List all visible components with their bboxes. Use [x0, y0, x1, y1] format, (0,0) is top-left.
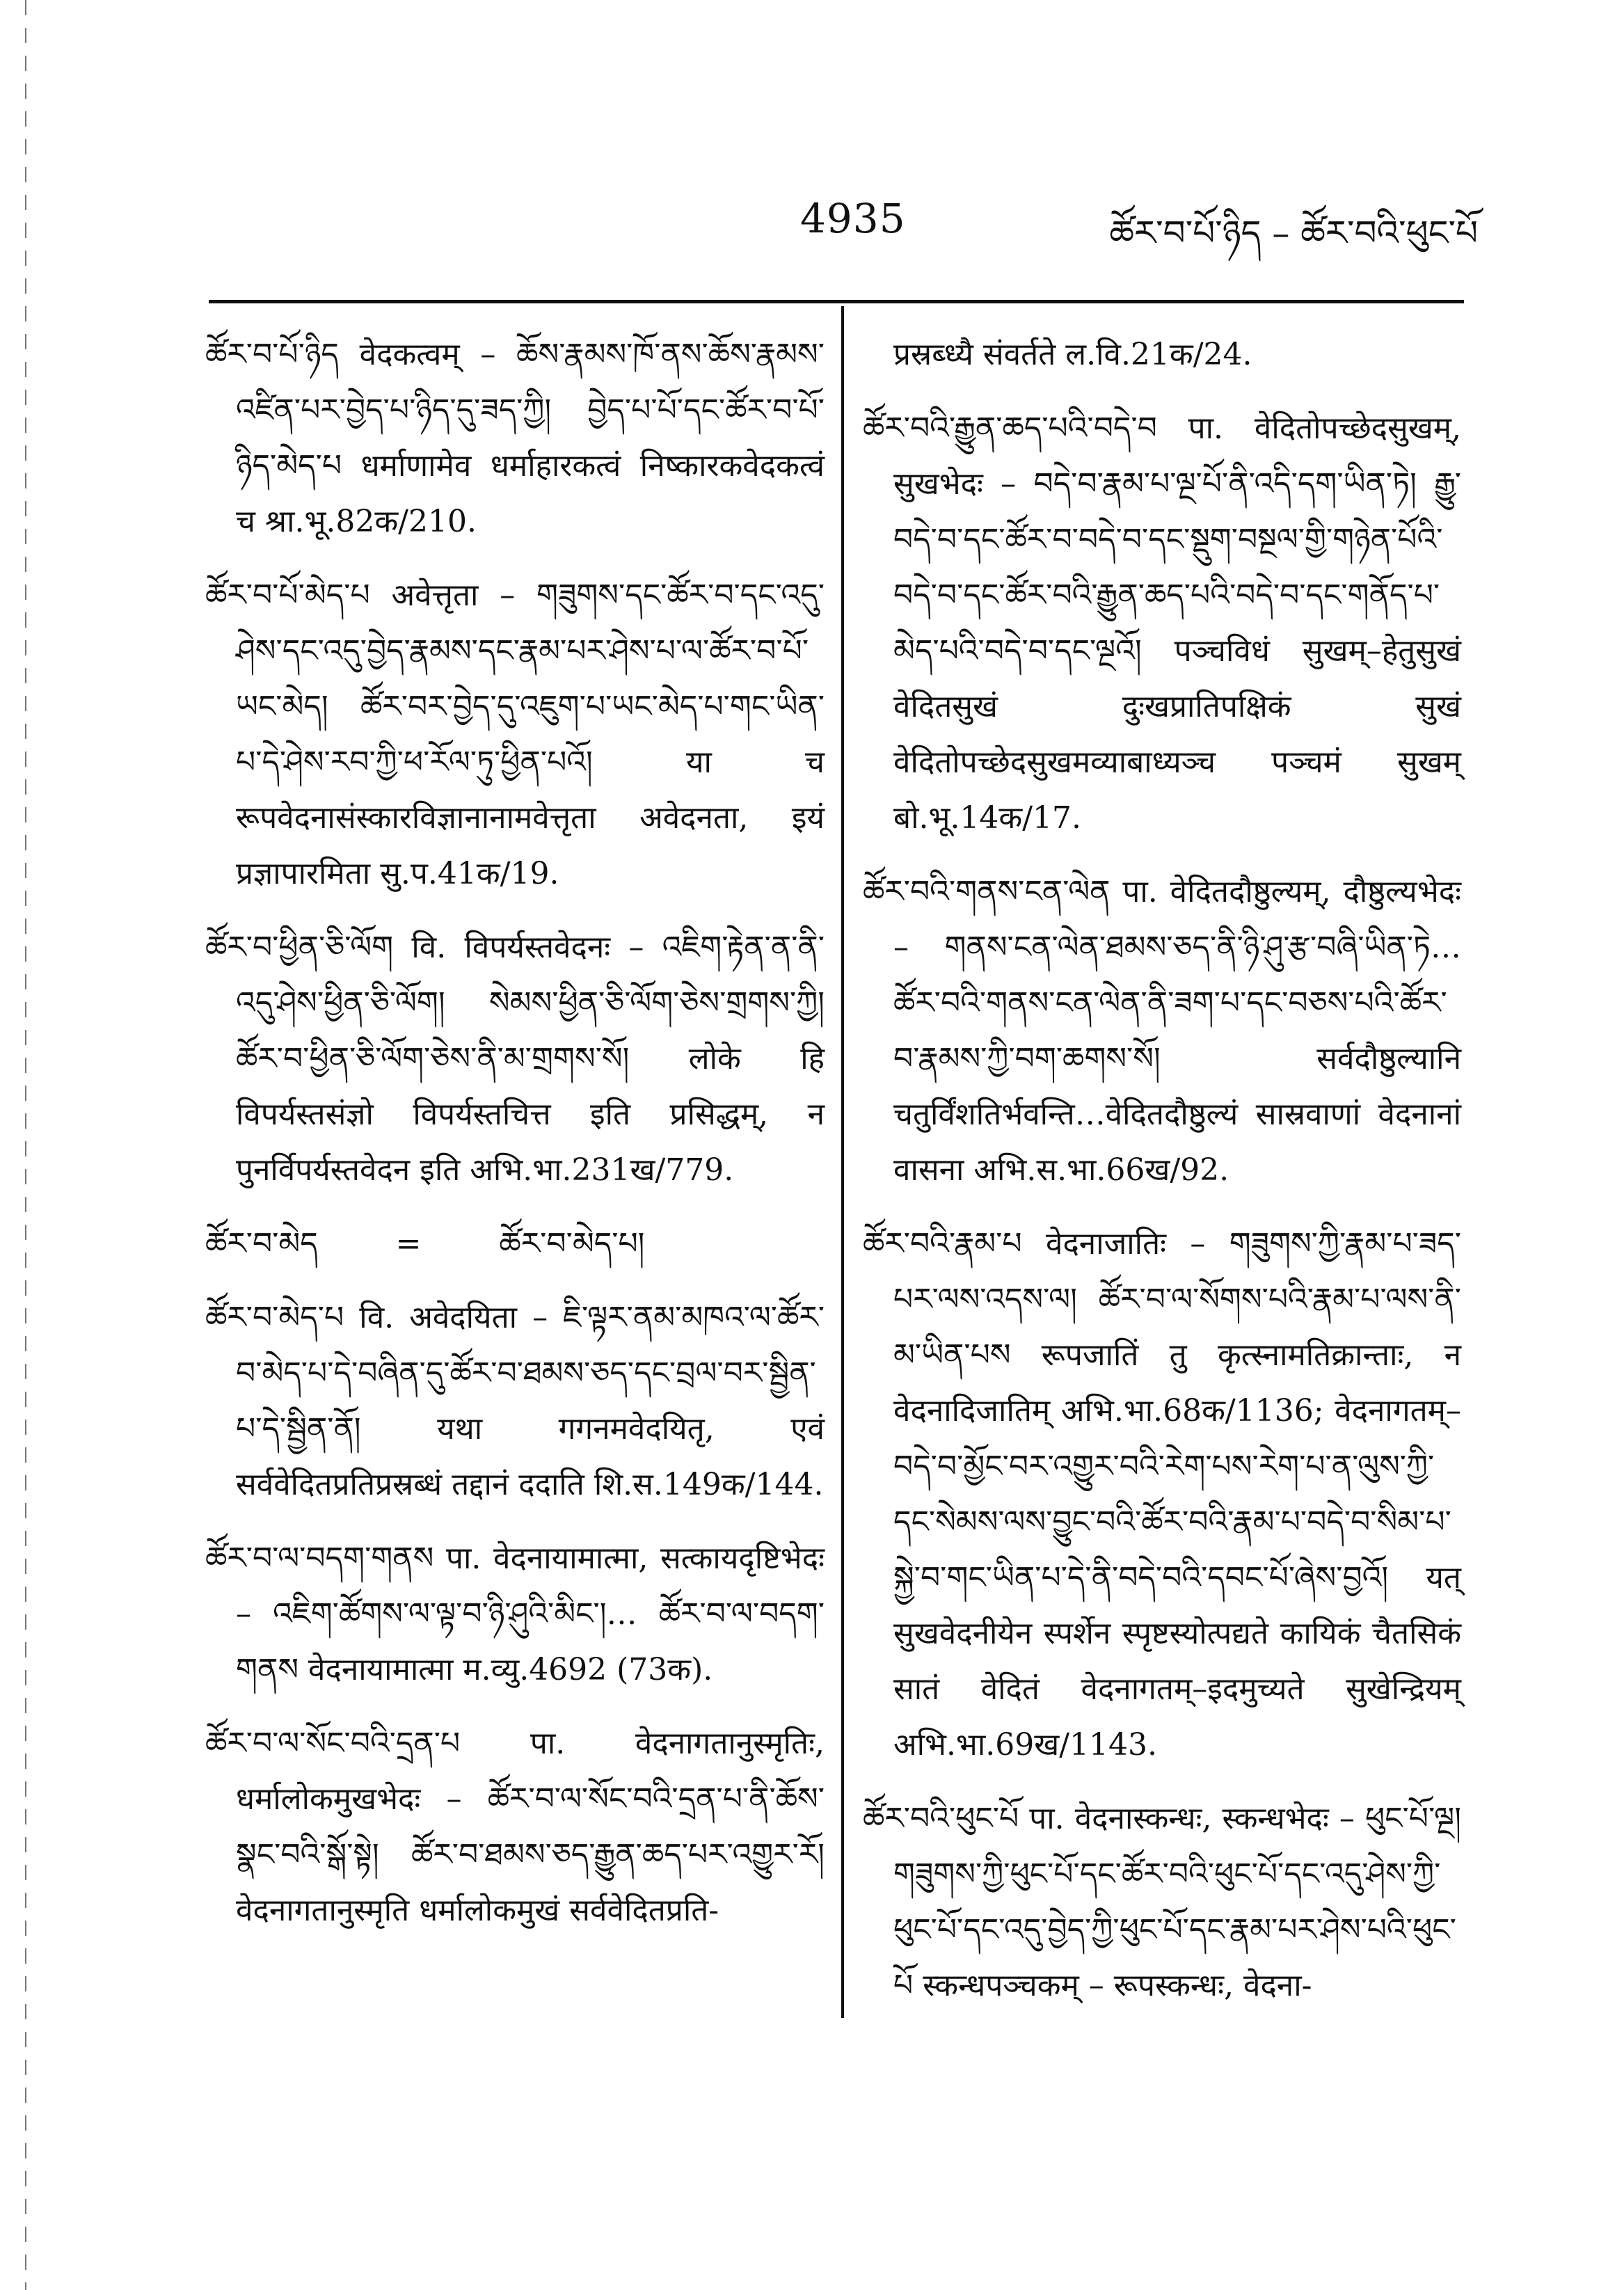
left-column: [205, 327, 825, 1957]
dictionary-entry: ཚོར་བ་པོ་མེད་པ अवेत्तृता – གཟུགས་དང་ཚོར་བ་དང་འདུ་ཤེས་དང་འདུ་བྱེད་རྣམས་དང་རྣམ་པར་ཤེས་པ་ལ་ཚོར་བ་པོ་ཡང་མེད། ཚོར་བར་བྱེད་དུ་འཇུག་པ་ཡང་མེད་པ་གང་ཡིན་པ་དེ་ཤེས་རབ་ཀྱི་ཕ་རོལ་ཏུ་ཕྱིན་པའོ། या च रूपवेदनासंस्कारविज्ञानानामवेत्तृता अवेदनता, इयं प्रज्ञापारमिता सु.प.41क/19.: [205, 578, 825, 891]
scan-margin-line: [25, 0, 26, 2290]
dictionary-entry: ཚོར་བའི་གནས་ངན་ལེན पा. वेदितदौष्ठुल्यम्, दौष्ठुल्यभेदः – གནས་ངན་ལེན་ཐམས་ཅད་ནི་ཉི་ཤུ་རྩ་བཞི་ཡིན་ཏེ… ཚོར་བའི་གནས་ངན་ལེན་ནི་ཟག་པ་དང་བཅས་པའི་ཚོར་བ་རྣམས་ཀྱི་བག་ཆགས་སོ། सर्वदौष्ठुल्यानि चतुर्विंशतिर्भवन्ति…वेदितदौष्ठुल्यं सास्रवाणां वेदनानां वासना अभि.स.भा.66ख/92.: [863, 874, 1461, 1188]
dictionary-entry: ཚོར་བ་པོ་ཉིད वेदकत्वम् – ཆོས་རྣམས་ཁོ་ནས་ཆོས་རྣམས་འཛིན་པར་བྱེད་པ་ཉིད་དུ་ཟད་ཀྱི། བྱེད་པ་པོ་དང་ཚོར་བ་པོ་ཉིད་མེད་པ धर्माणामेव धर्माहारकत्वं निष्कारकवेदकत्वं च श्रा.भू.82क/210.: [205, 337, 825, 539]
dictionary-entry: ཚོར་བ་ལ་བདག་གནས पा. वेदनायामात्मा, सत्कायदृष्टिभेदः – འཇིག་ཚོགས་ལ་ལྟ་བ་ཉི་ཤུའི་མིང་།… ཚོར་བ་ལ་བདག་གནས वेदनायामात्मा म.व्यु.4692 (73क).: [205, 1541, 825, 1687]
column-divider: [841, 306, 844, 2018]
cross-reference-entry: ཚོར་བ་མེད = ཚོར་བ་མེད་པ།: [205, 1226, 645, 1262]
header-rule: [209, 300, 1464, 303]
dictionary-entry: ཚོར་བའི་ཕུང་པོ पा. वेदनास्कन्धः, स्कन्धभेदः – ཕུང་པོ་ལྔ། གཟུགས་ཀྱི་ཕུང་པོ་དང་ཚོར་བའི་ཕུང་པོ་དང་འདུ་ཤེས་ཀྱི་ཕུང་པོ་དང་འདུ་བྱེད་ཀྱི་ཕུང་པོ་དང་རྣམ་པར་ཤེས་པའི་ཕུང་པོ स्कन्धपञ्चकम् – रूपस्कन्धः, वेदना-: [863, 1801, 1461, 2003]
entry-continuation: प्रस्रब्ध्यै संवर्तते ल.वि.21क/24.: [893, 337, 1252, 372]
dictionary-entry: ཚོར་བ་ལ་སོང་བའི་དྲན་པ पा. वेदनागतानुस्मृतिः, धर्मालोकमुखभेदः – ཚོར་བ་ལ་སོང་བའི་དྲན་པ་ནི་ཆོས་སྣང་བའི་སྒོ་སྟེ། ཚོར་བ་ཐམས་ཅད་རྒྱུན་ཆད་པར་འགྱུར་རོ། वेदनागतानुस्मृति धर्मालोकमुखं सर्ववेदितप्रति-: [205, 1726, 825, 1928]
page-number: 4935: [800, 195, 906, 242]
right-column: [863, 327, 1461, 2032]
dictionary-entry: ཚོར་བ་མེད་པ वि. अवेदयिता – ཇི་ལྟར་ནམ་མཁའ་ལ་ཚོར་བ་མེད་པ་དེ་བཞིན་དུ་ཚོར་བ་ཐམས་ཅད་དང་བྲལ་བར་སྦྱིན་པ་དེ་སྦྱིན་ནོ། यथा गगनमवेदयितृ, एवं सर्ववेदितप्रतिप्रस्रब्धं तद्दानं ददाति शि.स.149क/144.: [205, 1300, 825, 1502]
dictionary-entry: ཚོར་བའི་རྒྱུན་ཆད་པའི་བདེ་བ पा. वेदितोपच्छेदसुखम्, सुखभेदः – བདེ་བ་རྣམ་པ་ལྔ་པོ་ནི་འདི་དག་ཡིན་ཏེ། རྒྱུ་བདེ་བ་དང་ཚོར་བ་བདེ་བ་དང་སྡུག་བསྔལ་གྱི་གཉེན་པོའི་བདེ་བ་དང་ཚོར་བའི་རྒྱུན་ཆད་པའི་བདེ་བ་དང་གནོད་པ་མེད་པའི་བདེ་བ་དང་ལྔའོ། पञ्चविधं सुखम्–हेतुसुखं वेदितसुखं दुःखप्रातिपक्षिकं सुखं वेदितोपच्छेदसुखमव्याबाध्यञ्च पञ्चमं सुखम् बो.भू.14क/17.: [863, 411, 1461, 836]
running-head: ཚོར་བ་པོ་ཉིད – ཚོར་བའི་ཕུང་པོ: [1109, 213, 1478, 253]
dictionary-entry: ཚོར་བ་ཕྱིན་ཅི་ལོག वि. विपर्यस्तवेदनः – འཇིག་རྟེན་ན་ནི་འདུ་ཤེས་ཕྱིན་ཅི་ལོག། སེམས་ཕྱིན་ཅི་ལོག་ཅེས་གྲགས་ཀྱི། ཚོར་བ་ཕྱིན་ཅི་ལོག་ཅེས་ནི་མ་གྲགས་སོ། लोके हि विपर्यस्तसंज्ञो विपर्यस्तचित्त इति प्रसिद्धम्, न पुनर्विपर्यस्तवेदन इति अभि.भा.231ख/779.: [205, 930, 825, 1188]
dictionary-entry: ཚོར་བའི་རྣམ་པ वेदनाजातिः – གཟུགས་ཀྱི་རྣམ་པ་ཟད་པར་ལས་འདས་ལ། ཚོར་བ་ལ་སོགས་པའི་རྣམ་པ་ལས་ནི་མ་ཡིན་པས रूपजातिं तु कृत्स्नामतिक्रान्ताः, न वेदनादिजातिम् अभि.भा.68क/1136; वेदनागतम्–བདེ་བ་མྱོང་བར་འགྱུར་བའི་རེག་པས་རེག་པ་ན་ལུས་ཀྱི་དང་སེམས་ལས་བྱུང་བའི་ཚོར་བའི་རྣམ་པ་བདེ་བ་སིམ་པ་སྐྱེ་བ་གང་ཡིན་པ་དེ་ནི་བདེ་བའི་དབང་པོ་ཞེས་བྱའོ། यत् सुखवेदनीयेन स्पर्शेन स्पृष्टस्योत्पद्यते कायिकं चैतसिकं सातं वेदितं वेदनागतम्–इदमुच्यते सुखेन्द्रियम् अभि.भा.69ख/1143.: [863, 1226, 1461, 1763]
